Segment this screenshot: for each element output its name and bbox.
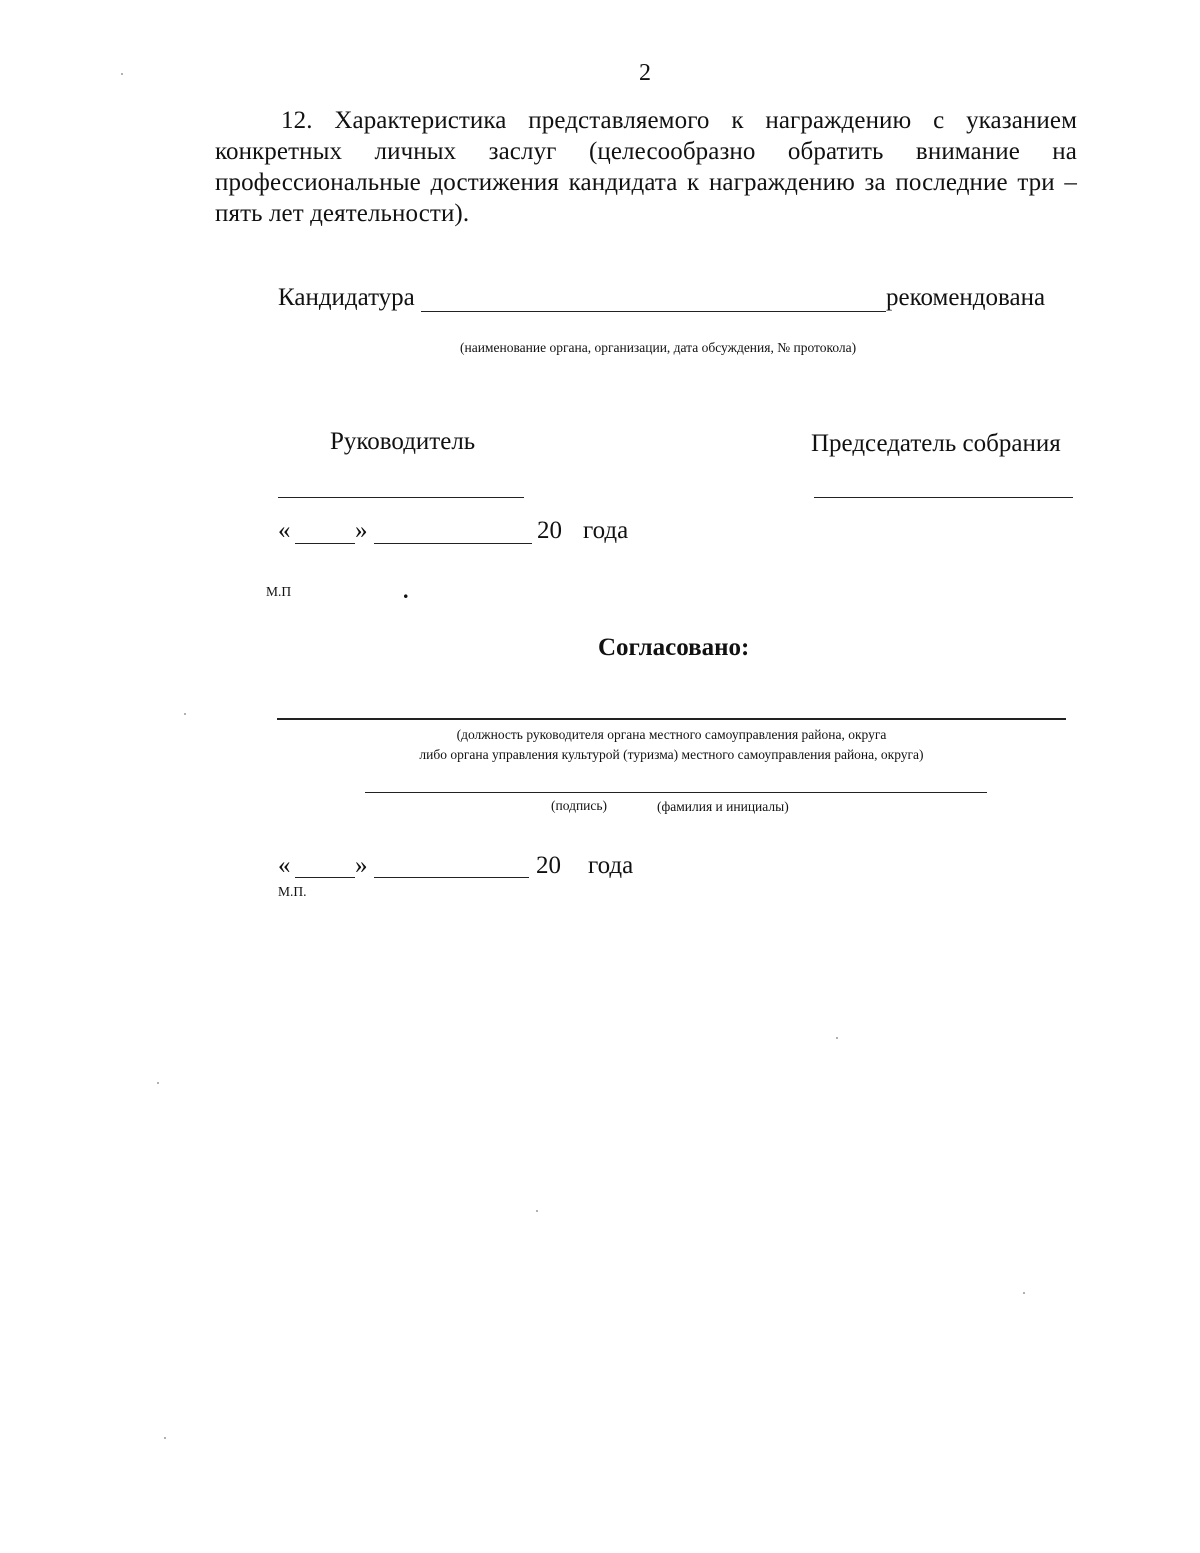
year-century: 20 bbox=[537, 517, 562, 544]
recommended-label: рекомендована bbox=[886, 284, 1046, 311]
candidacy-blank-line[interactable] bbox=[421, 311, 886, 312]
scan-speckle bbox=[157, 1082, 159, 1084]
signature-hint: (подпись) bbox=[551, 798, 608, 813]
position-line[interactable] bbox=[277, 718, 1066, 720]
date-close-quote: » bbox=[355, 517, 368, 544]
head-label: Руководитель bbox=[330, 428, 476, 455]
stamp2-label: М.П. bbox=[278, 884, 307, 899]
position-hint-line-2: либо органа управления культурой (туризма) местного самоуправления района, округа) bbox=[419, 747, 924, 762]
position-hint bbox=[277, 725, 1066, 765]
scan-speckle bbox=[164, 1437, 166, 1439]
candidacy-label: Кандидатура bbox=[278, 284, 415, 311]
candidacy-hint: (наименование органа, организации, дата обсуждения, № протокола) bbox=[460, 340, 857, 355]
day-blank-line[interactable] bbox=[295, 543, 355, 544]
chair-signature-line[interactable] bbox=[814, 497, 1073, 498]
scan-speckle bbox=[836, 1037, 838, 1039]
head-signature-line[interactable] bbox=[278, 497, 524, 498]
stamp-label: М.П bbox=[266, 584, 292, 599]
chair-label: Председатель собрания bbox=[811, 430, 1061, 457]
characteristic-paragraph: 12. Характеристика представляемого к награждению с указанием конкретных личных заслуг (целесообразно обратить внимание на профессиональные достижения кандидата к награждению за последние три – пять лет деятельности). bbox=[215, 107, 1077, 227]
position-hint-line-1: (должность руководителя органа местного самоуправления района, округа bbox=[456, 727, 887, 742]
year-word: года bbox=[583, 517, 629, 544]
date-open-quote: « bbox=[278, 517, 291, 544]
date2-open-quote: « bbox=[278, 852, 291, 879]
scan-speckle bbox=[121, 73, 123, 75]
date2-close-quote: » bbox=[355, 852, 368, 879]
month2-blank-line[interactable] bbox=[374, 877, 529, 878]
year2-century: 20 bbox=[536, 852, 561, 879]
name-hint: (фамилия и инициалы) bbox=[657, 799, 789, 814]
page-number: 2 bbox=[639, 60, 651, 86]
month-blank-line[interactable] bbox=[374, 543, 532, 544]
scan-speckle bbox=[1023, 1292, 1025, 1294]
signature-name-line[interactable] bbox=[365, 792, 987, 793]
scan-speckle bbox=[184, 713, 186, 715]
year2-word: года bbox=[588, 852, 634, 879]
day2-blank-line[interactable] bbox=[295, 877, 355, 878]
stray-dot: . bbox=[403, 578, 409, 603]
agreed-heading: Согласовано: bbox=[598, 634, 750, 661]
scan-speckle bbox=[536, 1210, 538, 1212]
